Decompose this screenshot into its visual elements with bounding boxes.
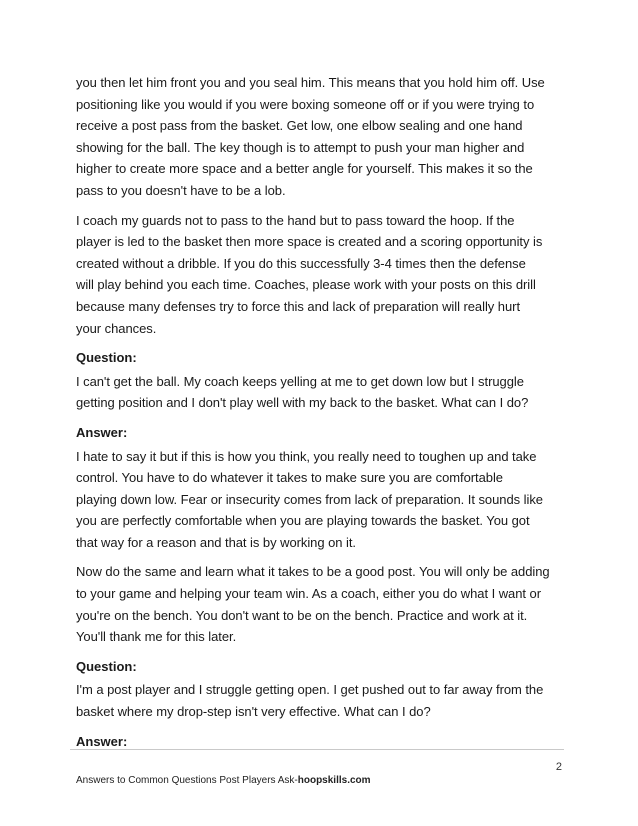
footer-site-link[interactable]: hoopskills.com [297,775,371,786]
question-text: I'm a post player and I struggle getting open. I get pushed out to far away from the basket where my drop-step isn't very effective. What can I do? [76,682,544,720]
answer-text: Now do the same and learn what it takes to be a good post. You will only be adding to your game and helping your team win. As a coach, either you do what I want or you're on the bench. You don't want to be on the bench. Practice and work at it. You'll thank me for this later. [76,564,550,645]
footer-title: Answers to Common Questions Post Players Ask- [76,775,298,786]
answer-text: I hate to say it but if this is how you think, you really need to toughen up and take control. You have to do whatever it takes to make sure you are comfortable playing down low. Fear or insecurity comes from lack of preparation. It sounds like you are perfectly comfortable when you are playing towards the basket. You got that way for a reason and that is by working on it. [76,448,543,550]
question-text: I can't get the ball. My coach keeps yelling at me to get down low but I struggle getting position and I don't play well with my back to the basket. What can I do? [76,373,529,411]
question-heading: Question: [76,658,137,674]
page-number: 2 [555,761,562,773]
body-paragraph: I coach my guards not to pass to the hand but to pass toward the hoop. If the player is led to the basket then more space is created and a scoring opportunity is created without a dribble. If you do this successfully 3-4 times then the defense will play behind you each time. Coaches, please work with your posts on this drill because many defenses try to force this and lack of preparation will really hurt your chances. [76,212,543,336]
answer-heading: Answer: [76,424,128,440]
question-heading: Question: [76,350,137,366]
footer-divider [70,749,564,750]
footer-caption [76,775,371,786]
body-paragraph: you then let him front you and you seal him. This means that you hold him off. Use positioning like you would if you were boxing someone off or if you were trying to receive a post pass from the basket. Get low, one elbow sealing and one hand showing for the ball. The key though is to attempt to push your man higher and higher to create more space and a better angle for yourself. This makes it so the pass to you doesn't have to be a lob. [76,75,545,198]
page-body [76,72,566,754]
answer-heading: Answer: [76,733,128,749]
